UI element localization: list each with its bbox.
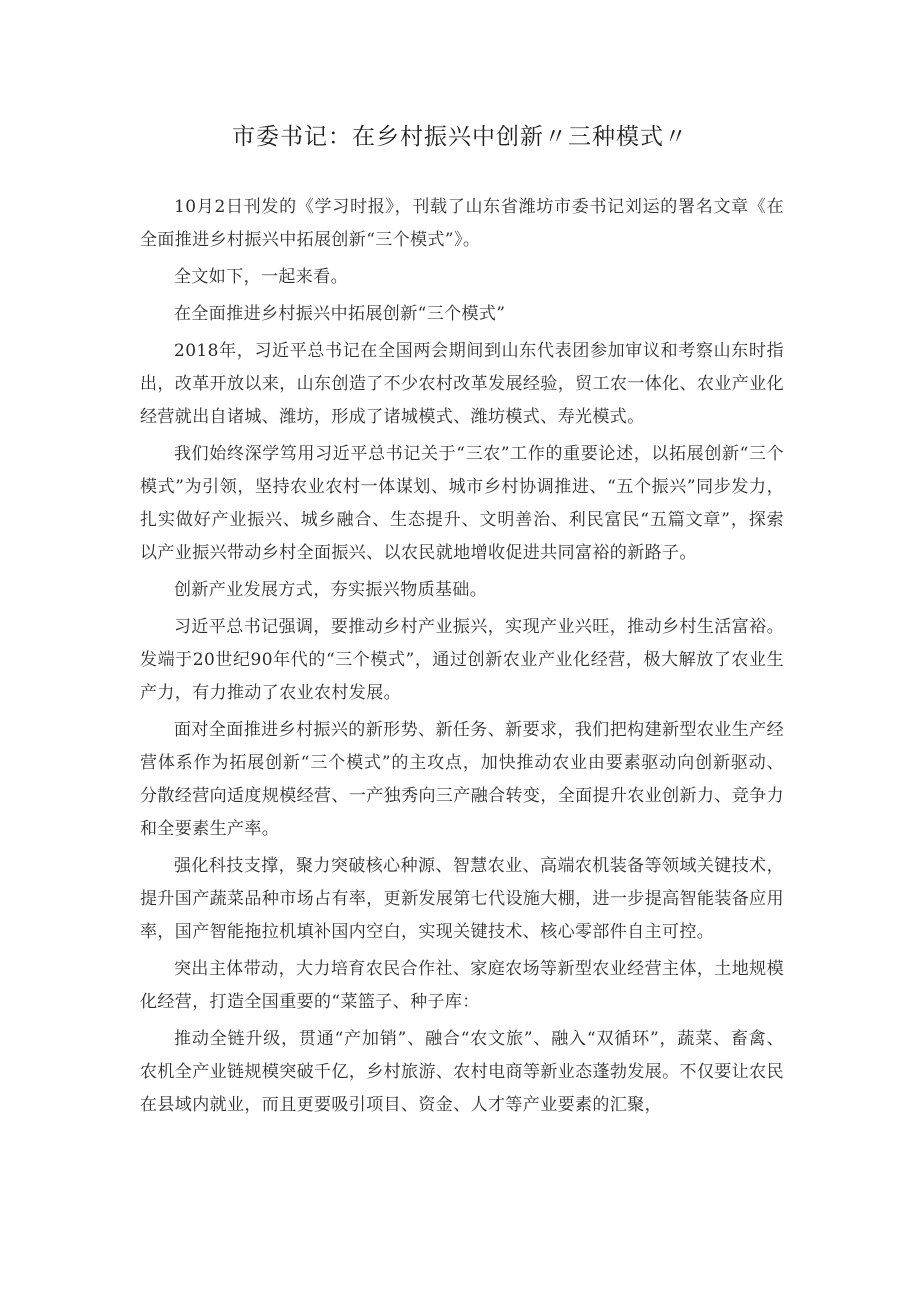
paragraph-7: 习近平总书记强调，要推动乡村产业振兴，实现产业兴旺，推动乡村生活富裕。发端于20世纪90年代的“三个模式”，通过创新农业产业化经营，极大解放了农业生产力，有力推动了农业农村发展。 <box>140 617 784 703</box>
paragraph-1: 10月2日刊发的《学习时报》，刊载了山东省潍坊市委书记刘运的署名文章《在全面推进乡村振兴中拓展创新“三个模式”》。 <box>140 197 784 250</box>
paragraph-6: 创新产业发展方式，夯实振兴物质基础。 <box>174 580 488 600</box>
paragraph-10: 突出主体带动，大力培育农民合作社、家庭农场等新型农业经营主体，土地规模化经营，打造全国重要的“菜篮子、种子库： <box>140 959 784 1012</box>
paragraph-5: 我们始终深学笃用习近平总书记关于“三农”工作的重要论述，以拓展创新“三个模式”为引领，坚持农业农村一体谋划、城市乡村协调推进、“五个振兴”同步发力，扎实做好产业振兴、城乡融合、生态提升、文明善治、利民富民“五篇文章”，探索以产业振兴带动乡村全面振兴、以农民就地增收促进共同富裕的新路子。 <box>140 444 784 563</box>
paragraph-2: 全文如下，一起来看。 <box>174 267 348 287</box>
paragraph-4: 2018年，习近平总书记在全国两会期间到山东代表团参加审议和考察山东时指出，改革开放以来，山东创造了不少农村改革发展经验，贸工农一体化、农业产业化经营就出自诸城、潍坊，形成了诸城模式、潍坊模式、寿光模式。 <box>140 341 784 427</box>
article-body <box>140 191 784 1126</box>
paragraph-9: 强化科技支撑，聚力突破核心种源、智慧农业、高端农机装备等领域关键技术，提升国产蔬菜品种市场占有率，更新发展第七代设施大棚，进一步提高智能装备应用率，国产智能拖拉机填补国内空白，实现关键技术、核心零部件自主可控。 <box>140 856 784 942</box>
paragraph-8: 面对全面推进乡村振兴的新形势、新任务、新要求，我们把构建新型农业生产经营体系作为拓展创新“三个模式”的主攻点，加快推动农业由要素驱动向创新驱动、分散经营向适度规模经营、一产独秀向三产融合转变，全面提升农业创新力、竞争力和全要素生产率。 <box>140 720 784 839</box>
paragraph-3: 在全面推进乡村振兴中拓展创新“三个模式” <box>174 304 506 324</box>
page-title: 市委书记：在乡村振兴中创新〃三种模式〃 <box>232 124 688 150</box>
paragraph-11: 推动全链升级，贯通“产加销”、融合“农文旅”、融入“双循环”，蔬菜、畜禽、农机全产业链规模突破千亿，乡村旅游、农村电商等新业态蓬勃发展。不仅要让农民在县域内就业，而且更要吸引项目、资金、人才等产业要素的汇聚， <box>140 1029 784 1115</box>
